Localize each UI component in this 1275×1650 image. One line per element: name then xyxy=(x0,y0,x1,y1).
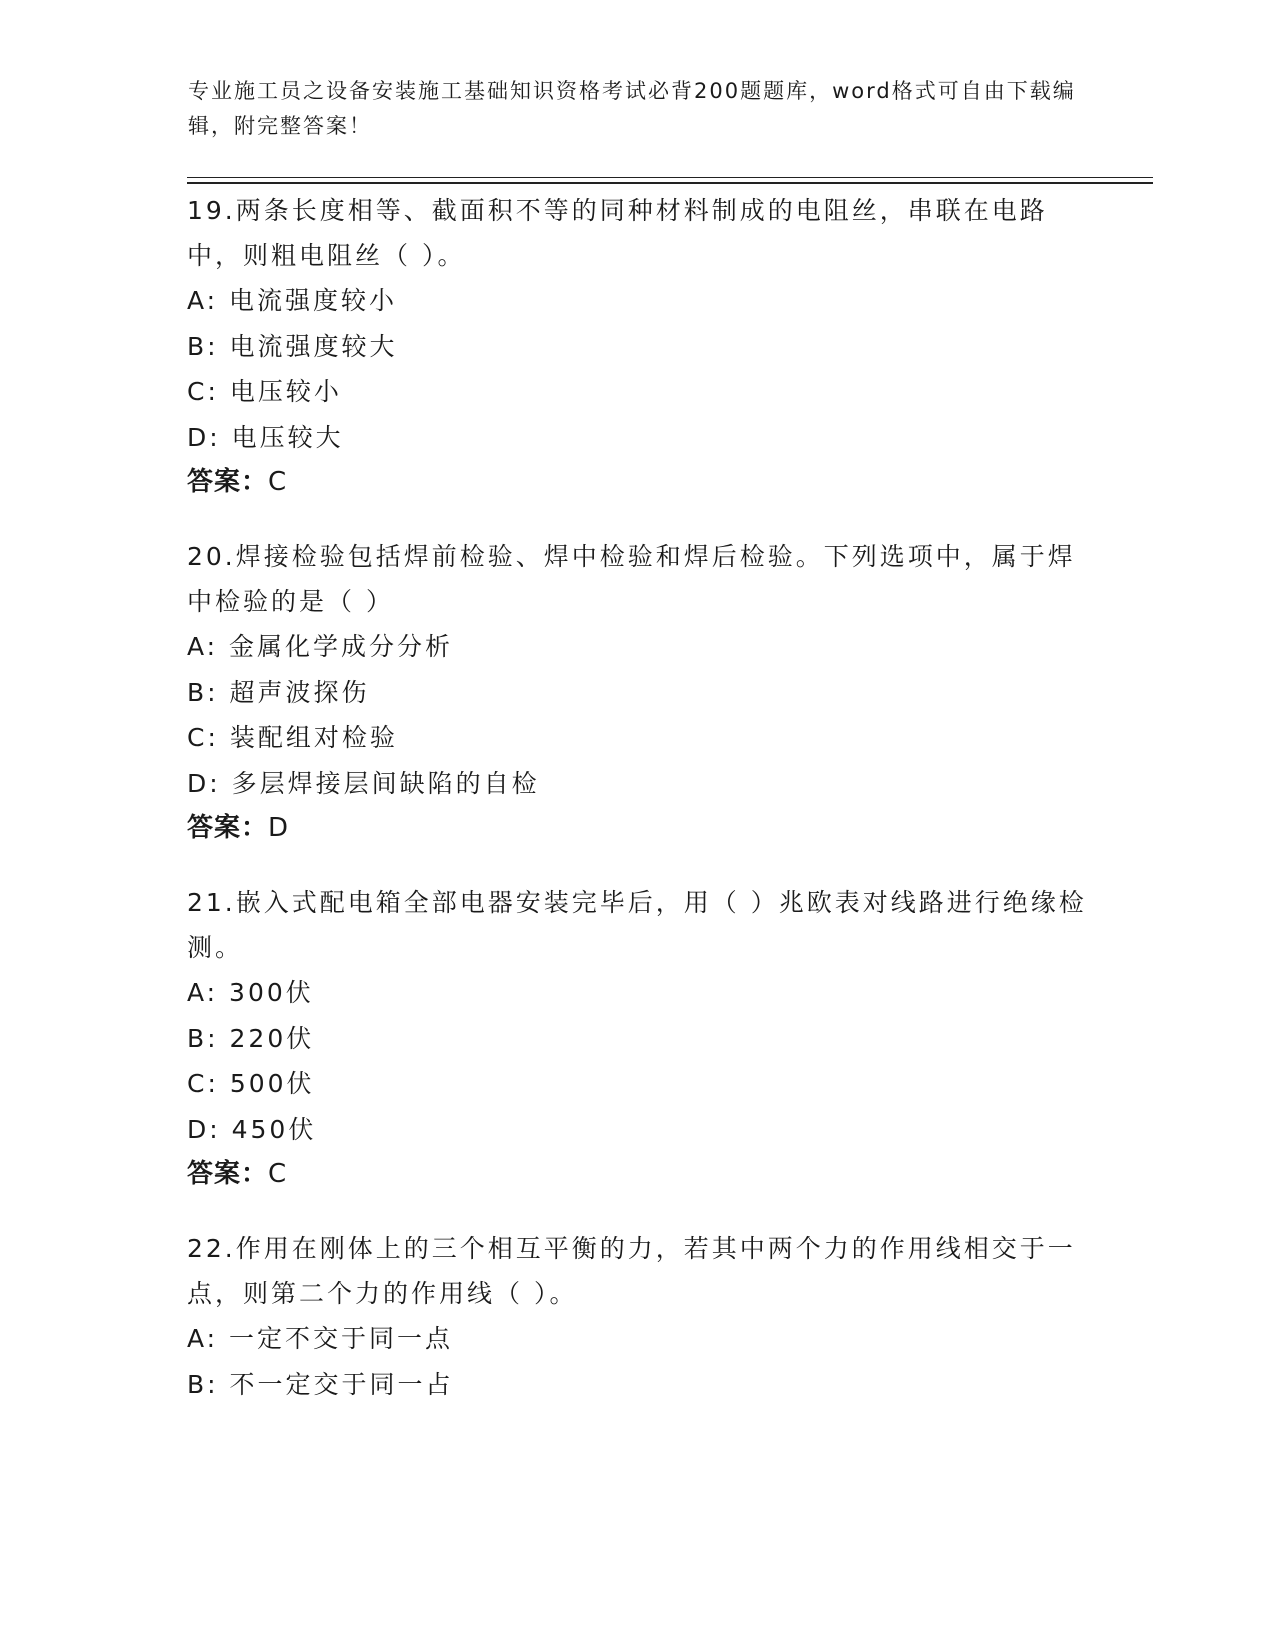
option-c: C: 电压较小 xyxy=(187,377,342,406)
question-item xyxy=(187,880,1087,1197)
question-text: 21.嵌入式配电箱全部电器安装完毕后，用（ ）兆欧表对线路进行绝缘检测。 xyxy=(187,888,1087,962)
answer-label: 答案： xyxy=(187,467,269,497)
question-text: 22.作用在刚体上的三个相互平衡的力，若其中两个力的作用线相交于一点，则第二个力的作用线（ ）。 xyxy=(187,1234,1076,1308)
question-list xyxy=(187,188,1087,1436)
document-header xyxy=(188,74,1088,144)
option-a: A: 金属化学成分分析 xyxy=(187,632,454,661)
answer-value: C xyxy=(268,467,288,497)
option-a: A: 300伏 xyxy=(187,978,314,1007)
question-item xyxy=(187,1226,1087,1407)
answer-value: D xyxy=(268,813,290,843)
option-d: D: 多层焊接层间缺陷的自检 xyxy=(187,768,540,798)
option-b: B: 220伏 xyxy=(187,1023,315,1053)
option-d: D: 450伏 xyxy=(187,1114,317,1144)
option-b: B: 不一定交于同一占 xyxy=(187,1369,454,1399)
header-text: 专业施工员之设备安装施工基础知识资格考试必背200题题库，word格式可自由下载编辑，附完整答案！ xyxy=(188,79,1076,138)
header-divider xyxy=(187,177,1153,184)
answer-line xyxy=(187,1152,1087,1197)
option-c: C: 装配组对检验 xyxy=(187,723,398,752)
option-c: C: 500伏 xyxy=(187,1069,315,1098)
option-a: A: 一定不交于同一点 xyxy=(187,1324,454,1353)
option-a: A: 电流强度较小 xyxy=(187,286,398,315)
answer-label: 答案： xyxy=(187,813,269,843)
option-b: B: 电流强度较大 xyxy=(187,331,398,361)
answer-line xyxy=(187,460,1087,505)
question-item xyxy=(187,188,1087,505)
answer-label: 答案： xyxy=(187,1159,269,1189)
question-text: 20.焊接检验包括焊前检验、焊中检验和焊后检验。下列选项中，属于焊中检验的是（ ） xyxy=(187,542,1076,616)
answer-value: C xyxy=(268,1159,288,1189)
question-item xyxy=(187,534,1087,851)
question-text: 19.两条长度相等、截面积不等的同种材料制成的电阻丝，串联在电路中，则粗电阻丝（ ）。 xyxy=(187,196,1048,270)
answer-line xyxy=(187,806,1087,851)
option-d: D: 电压较大 xyxy=(187,422,344,452)
option-b: B: 超声波探伤 xyxy=(187,677,370,707)
